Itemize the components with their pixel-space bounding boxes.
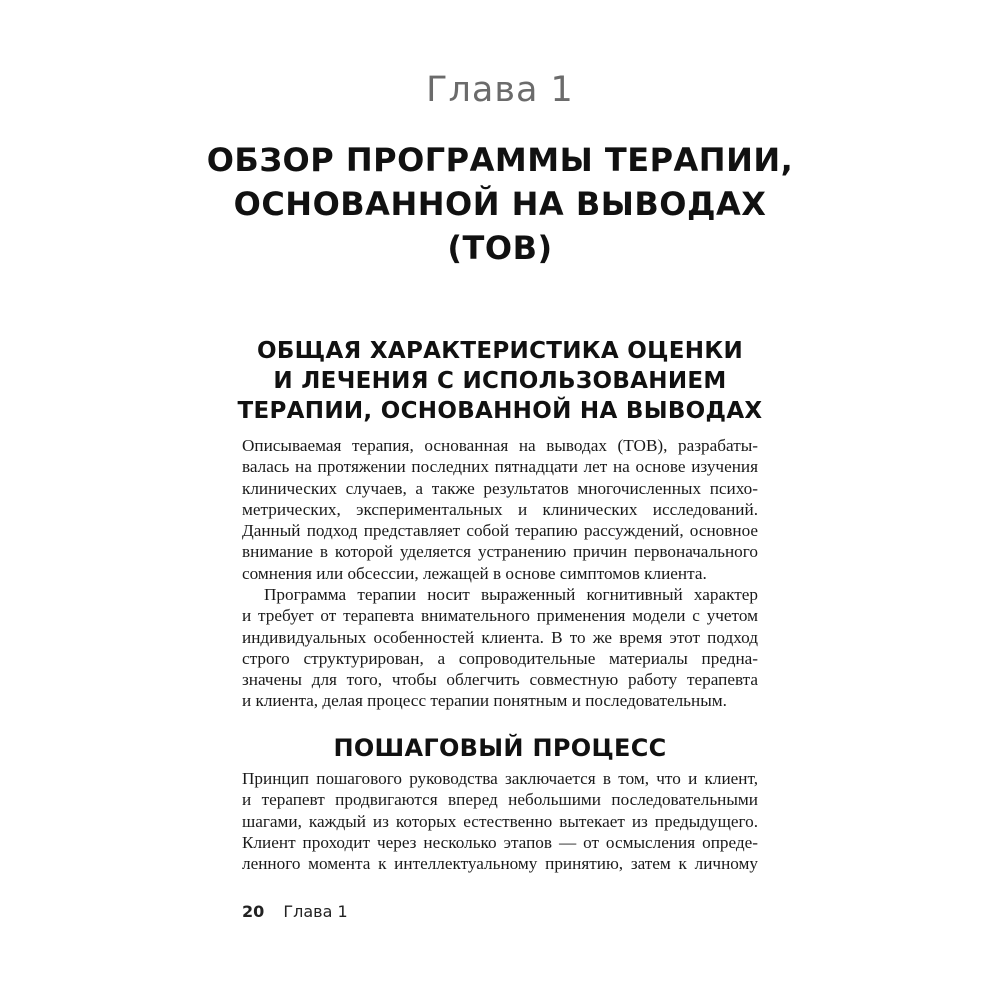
text-line: строго структурирован, а сопроводительные материалы предна- [242, 648, 758, 668]
section-heading-overview [200, 336, 800, 426]
text-line: валась на протяжении последних пятнадцати лет на основе изучения [242, 457, 758, 477]
section-heading-stepwise [200, 732, 800, 764]
chapter-title-line: (ТОВ) [447, 229, 553, 267]
chapter-title [150, 138, 850, 270]
text-line: шагами, каждый из которых естественно вытекает из предыдущего. [242, 811, 758, 831]
text-line: сомнения или обсессии, лежащей в основе симптомов клиента. [242, 563, 707, 583]
text-line: метрических, экспериментальных и клинических исследований. [242, 499, 758, 519]
chapter-title-line: ОБЗОР ПРОГРАММЫ ТЕРАПИИ, [206, 141, 794, 179]
section-heading-line: И ЛЕЧЕНИЯ С ИСПОЛЬЗОВАНИЕМ [273, 368, 727, 394]
page-number: 20 [242, 902, 265, 921]
running-head: Глава 1 [283, 902, 348, 921]
paragraph-stepwise-1 [242, 768, 758, 874]
text-line: Описываемая терапия, основанная на выводах (ТОВ), разрабаты- [242, 436, 758, 455]
chapter-label: Глава 1 [426, 70, 574, 110]
text-line: индивидуальных особенностей клиента. В то же время этот подход [242, 627, 758, 647]
text-line: Клиент проходит через несколько этапов — от осмысления опреде- [242, 832, 758, 852]
text-line: Программа терапии носит выраженный когнитивный характер [264, 585, 758, 604]
text-line: и клиента, делая процесс терапии понятным и последовательным. [242, 691, 727, 711]
section-heading-line: ТЕРАПИИ, ОСНОВАННОЙ НА ВЫВОДАХ [237, 398, 763, 424]
section-heading-line: ОБЩАЯ ХАРАКТЕРИСТИКА ОЦЕНКИ [256, 338, 743, 364]
text-line: и требует от терапевта внимательного применения модели с учетом [242, 606, 758, 626]
text-line: клинических случаев, а также результатов многочисленных психо- [242, 478, 758, 498]
text-line: и терапевт продвигаются вперед небольшими последовательными [242, 790, 758, 810]
text-line: Данный подход представляет собой терапию рассуждений, основное [242, 521, 758, 541]
text-line: ленного момента к интеллектуальному принятию, затем к личному [242, 854, 758, 874]
text-line: внимание в которой уделяется устранению причин первоначального [242, 542, 758, 562]
text-line: значены для того, чтобы облегчить совместную работу терапевта [242, 670, 758, 690]
chapter-title-line: ОСНОВАННОЙ НА ВЫВОДАХ [233, 185, 767, 223]
text-line: Принцип пошагового руководства заключается в том, что и клиент, [242, 769, 758, 788]
paragraph-overview-2 [242, 584, 758, 712]
page-footer [242, 902, 348, 921]
paragraph-overview-1 [242, 435, 758, 584]
section-heading-line: ПОШАГОВЫЙ ПРОЦЕСС [333, 734, 667, 762]
